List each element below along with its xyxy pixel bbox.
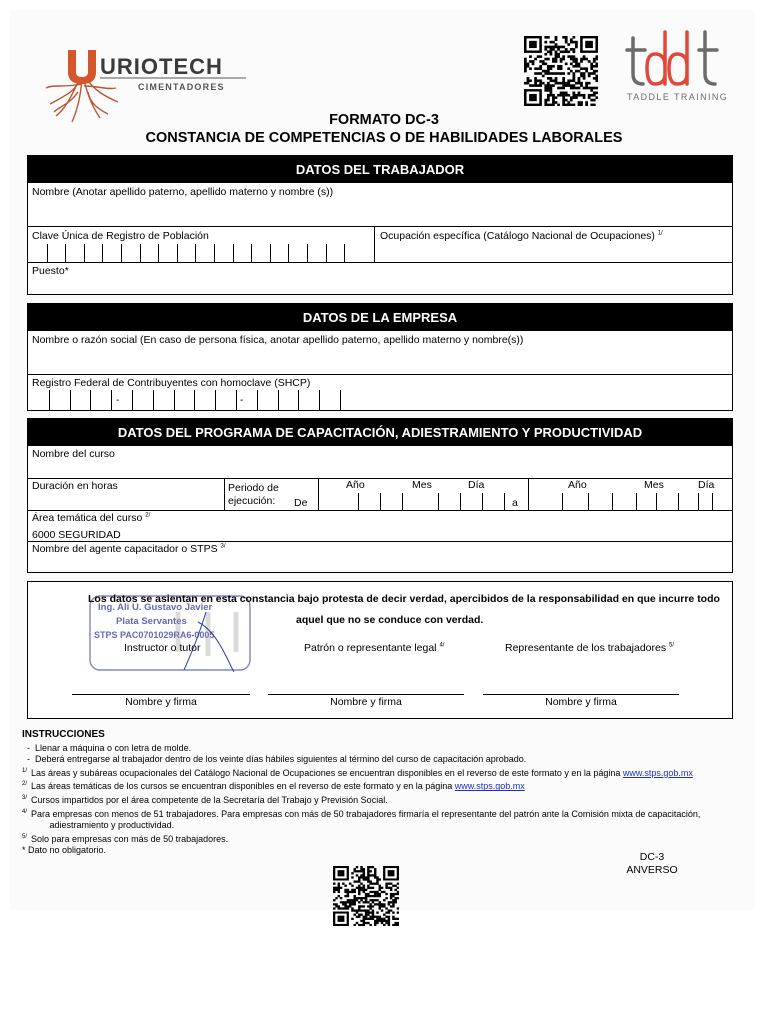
char-box-divider — [47, 244, 48, 262]
stamp-line-3: STPS PAC0701029RA6-0005 — [94, 630, 215, 640]
char-box-divider — [236, 390, 237, 410]
char-box-divider — [504, 493, 505, 510]
firma-representante-line[interactable] — [483, 694, 679, 695]
char-box-divider — [121, 244, 122, 262]
instruccion-mark: 4/ — [22, 808, 28, 815]
char-box-divider — [194, 390, 195, 410]
instruccion-text: Las áreas temáticas de los cursos se encuentran disponibles en el reverso de este formato y en la página — [31, 781, 455, 792]
instruccion-text: Las áreas y subáreas ocupacionales del Catálogo Nacional de Ocupaciones se encuentran disponibles en el reverso de este formato y en la página — [31, 767, 623, 778]
char-box-divider — [340, 390, 341, 410]
taddle-subtitle: TADDLE TRAINING — [627, 92, 729, 102]
section-header-empresa: DATOS DE LA EMPRESA — [28, 304, 732, 331]
qr-code-icon — [524, 36, 598, 111]
char-box-divider — [174, 390, 175, 410]
instruccion-text: Deberá entregarse al trabajador dentro de los veinte días hábiles siguientes al término del curso de capacitación aprobado. — [35, 754, 527, 765]
stamp-line-2: Plata Servantes — [116, 616, 187, 627]
periodo-label: Periodo de — [228, 482, 279, 494]
rfc-label: Registro Federal de Contribuyentes con homoclave (SHCP) — [32, 377, 311, 389]
char-box-divider — [402, 493, 403, 510]
form-side-label: ANVERSO — [626, 864, 678, 876]
form-subtitle: CONSTANCIA DE COMPETENCIAS O DE HABILIDADES LABORALES — [145, 130, 623, 146]
char-box-divider — [270, 244, 271, 262]
uriotech-subtitle: CIMENTADORES — [138, 82, 225, 92]
nombre-firma-representante: Nombre y firma — [545, 696, 617, 708]
curp-label: Clave Única de Registro de Población — [32, 230, 209, 242]
de-label: De — [294, 497, 308, 509]
char-box-divider — [438, 493, 439, 510]
instruccion-mark: 2/ — [22, 781, 28, 788]
nombre-firma-instructor: Nombre y firma — [125, 696, 197, 708]
area-tematica-label: Área temática del curso $^{2/}$ — [32, 512, 151, 524]
instruccion-item — [22, 754, 702, 766]
taddle-training-logo — [625, 28, 733, 104]
instruccion-text: * Dato no obligatorio. — [22, 845, 107, 856]
rfc-dash-1: - — [116, 395, 120, 406]
curso-label: Nombre del curso — [32, 448, 115, 460]
char-box-divider — [49, 390, 50, 410]
instrucciones-header: INSTRUCCIONES — [22, 729, 105, 740]
form-code — [622, 851, 682, 877]
char-box-divider — [358, 493, 359, 510]
instruccion-mark: 5/ — [22, 833, 28, 840]
instruccion-item — [22, 743, 702, 755]
duracion-label: Duración en horas — [32, 480, 118, 492]
instructor-label: Instructor o tutor — [124, 642, 201, 654]
char-box-divider — [712, 493, 713, 510]
char-box-divider — [380, 493, 381, 510]
nombre-firma-patron: Nombre y firma — [330, 696, 402, 708]
char-box-divider — [132, 390, 133, 410]
char-box-divider — [102, 244, 103, 262]
char-box-divider — [298, 390, 299, 410]
a-label: a — [512, 497, 518, 509]
uriotech-wordmark: URIOTECH — [100, 54, 223, 79]
char-box-divider — [588, 493, 589, 510]
stamp-line-1: Ing. Ali U. Gustavo Javier — [98, 602, 213, 613]
firma-patron-line[interactable] — [268, 694, 464, 695]
nombre-trabajador-label: Nombre (Anotar apellido paterno, apellido materno y nombre (s)) — [32, 186, 334, 198]
declaracion-texto-2: aquel que no se conduce con verdad. — [296, 614, 484, 626]
char-box-divider — [656, 493, 657, 510]
instruccion-text: adiestramiento y productividad. — [49, 820, 175, 831]
representante-label: Representante de los trabajadores $^{5/}$ — [505, 642, 675, 654]
char-box-divider — [344, 244, 345, 262]
stps-link[interactable]: www.stps.gob.mx — [454, 781, 525, 792]
char-box-divider — [251, 244, 252, 262]
char-box-divider — [70, 390, 71, 410]
anio-inicio-label: Año — [346, 479, 365, 491]
dia-inicio-label: Día — [468, 479, 485, 491]
instruccion-mark: 3/ — [22, 794, 28, 801]
section-header-programa: DATOS DEL PROGRAMA DE CAPACITACIÓN, ADIESTRAMIENTO Y PRODUCTIVIDAD — [28, 419, 732, 446]
char-box-divider — [278, 390, 279, 410]
ocupacion-label: Ocupación específica (Catálogo Nacional de Ocupaciones) $^{1/}$ — [380, 230, 663, 242]
char-box-divider — [195, 244, 196, 262]
agente-capacitador-label: Nombre del agente capacitador o STPS $^{3/}$ — [32, 543, 226, 555]
instruccion-item — [22, 766, 702, 780]
char-box-divider — [257, 390, 258, 410]
rfc-dash-2: - — [240, 395, 244, 406]
mes-fin-label: Mes — [644, 479, 664, 491]
instruccion-mark — [22, 820, 50, 830]
declaracion-texto: Los datos se asientan en esta constancia bajo protesta de decir verdad, apercibidos de la responsabilidad en que incurre todo — [88, 593, 720, 605]
section-header-trabajador: DATOS DEL TRABAJADOR — [28, 156, 732, 183]
char-box-divider — [215, 390, 216, 410]
char-box-divider — [636, 493, 637, 510]
section-programa — [27, 418, 733, 573]
patron-label: Patrón o representante legal $^{4/}$ — [304, 642, 445, 654]
razon-social-label: Nombre o razón social (En caso de persona física, anotar apellido paterno, apellido materno y nombre(s)) — [32, 334, 524, 346]
char-box-divider — [90, 390, 91, 410]
instruccion-text: Cursos impartidos por el área competente de la Secretaría del Trabajo y Previsión Social. — [31, 794, 388, 805]
area-tematica-value[interactable]: 6000 SEGURIDAD — [32, 529, 121, 541]
char-box-divider — [307, 244, 308, 262]
instruccion-text: Para empresas con menos de 51 trabajadores. Para empresas con más de 50 trabajadores firmaría el representante del patrón ante la Comisión mixta de capacitación, — [31, 808, 701, 819]
char-box-divider — [562, 493, 563, 510]
instruccion-text: Solo para empresas con más de 50 trabajadores. — [31, 833, 229, 844]
char-box-divider — [233, 244, 234, 262]
char-box-divider — [84, 244, 85, 262]
instruccion-item — [22, 820, 702, 832]
instruccion-item — [22, 845, 702, 857]
puesto-label: Puesto* — [32, 265, 69, 277]
instruccion-item — [22, 807, 702, 821]
instruccion-mark: - — [22, 742, 35, 753]
char-box-divider — [65, 244, 66, 262]
char-box-divider — [153, 390, 154, 410]
qr-code-bottom-icon — [333, 866, 399, 931]
instrucciones-block — [22, 729, 702, 857]
dia-fin-label: Día — [698, 479, 715, 491]
char-box-divider — [482, 493, 483, 510]
instruccion-item — [22, 832, 702, 846]
char-box-divider — [140, 244, 141, 262]
instruccion-item — [22, 793, 702, 807]
char-box-divider — [460, 493, 461, 510]
char-box-divider — [158, 244, 159, 262]
mes-inicio-label: Mes — [412, 479, 432, 491]
instruccion-text: Llenar a máquina o con letra de molde. — [35, 742, 192, 753]
char-box-divider — [698, 493, 699, 510]
periodo-label-2: ejecución: — [228, 495, 276, 507]
section-trabajador — [27, 155, 733, 295]
instruccion-item — [22, 779, 702, 793]
instruccion-mark: - — [22, 754, 35, 765]
char-box-divider — [612, 493, 613, 510]
form-code-label: DC-3 — [639, 851, 665, 863]
char-box-divider — [177, 244, 178, 262]
stps-link[interactable]: www.stps.gob.mx — [622, 767, 693, 778]
char-box-divider — [326, 244, 327, 262]
instruccion-mark: 1/ — [22, 767, 28, 774]
firma-instructor-line[interactable] — [72, 694, 250, 695]
char-box-divider — [319, 390, 320, 410]
char-box-divider — [214, 244, 215, 262]
char-box-divider — [111, 390, 112, 410]
section-empresa — [27, 303, 733, 411]
char-box-divider — [288, 244, 289, 262]
char-box-divider — [678, 493, 679, 510]
form-title: FORMATO DC-3 — [329, 112, 439, 128]
signature-section — [27, 581, 733, 719]
anio-fin-label: Año — [568, 479, 587, 491]
